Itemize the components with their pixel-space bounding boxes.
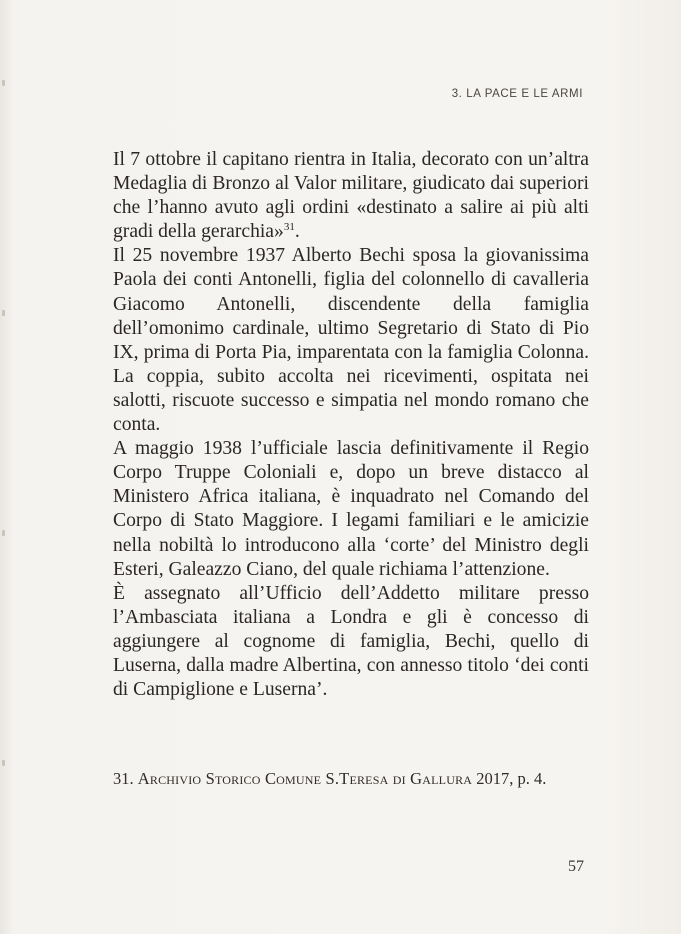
- footnote-ref[interactable]: 31: [283, 221, 295, 234]
- paragraph-1: [113, 148, 589, 244]
- footnote: [113, 768, 589, 790]
- paragraph-2: Il 25 novembre 1937 Alberto Bechi sposa la giovanissima Paola dei conti Antonelli, figlia del colonnello di cavalleria Giacomo Antonelli, discendente della famiglia dell’omonimo cardinale, ultimo Segretario di Stato di Pio IX, prima di Porta Pia, imparentata con la famiglia Colonna. La coppia, subito accolta nei ricevimenti, ospitata nei salotti, riscuote successo e simpatia nel mondo romano che conta.: [113, 245, 589, 436]
- binding-edge: [2, 60, 7, 880]
- footnote-number: 31.: [113, 769, 134, 788]
- page-number: 57: [568, 858, 584, 875]
- paragraph-1-end: .: [294, 221, 300, 243]
- paragraph-3: A maggio 1938 l’ufficiale lascia definitivamente il Regio Corpo Truppe Coloniali e, dopo un breve distacco al Ministero Africa italiana, è inquadrato nel Comando del Corpo di Stato Maggiore. I legami familiari e le amicizie nella nobiltà lo introducono alla ‘corte’ del Ministro degli Esteri, Galeazzo Ciano, del quale richiama l’attenzione.: [113, 438, 589, 580]
- paragraph-4: È assegnato all’Ufficio dell’Addetto militare presso l’Ambasciata italiana a Londra e gli è concesso di aggiungere al cognome di famiglia, Bechi, quello di Luserna, dalla madre Albertina, con annesso titolo ‘dei conti di Campiglione e Luserna’.: [113, 582, 589, 701]
- paragraph-1-text: Il 7 ottobre il capitano rientra in Italia, decorato con un’altra Medaglia di Bronzo al Valor militare, giudicato dai superiori che l’hanno avuto agli ordini «destinato a salire ai più alti gradi della gerarchia»: [113, 149, 589, 243]
- running-header: 3. LA PACE E LE ARMI: [451, 88, 583, 100]
- body-text: [113, 148, 589, 702]
- footnote-year-page: 2017, p. 4.: [476, 769, 547, 788]
- footnote-source: Archivio Storico Comune S.Teresa di Gallura: [137, 769, 473, 788]
